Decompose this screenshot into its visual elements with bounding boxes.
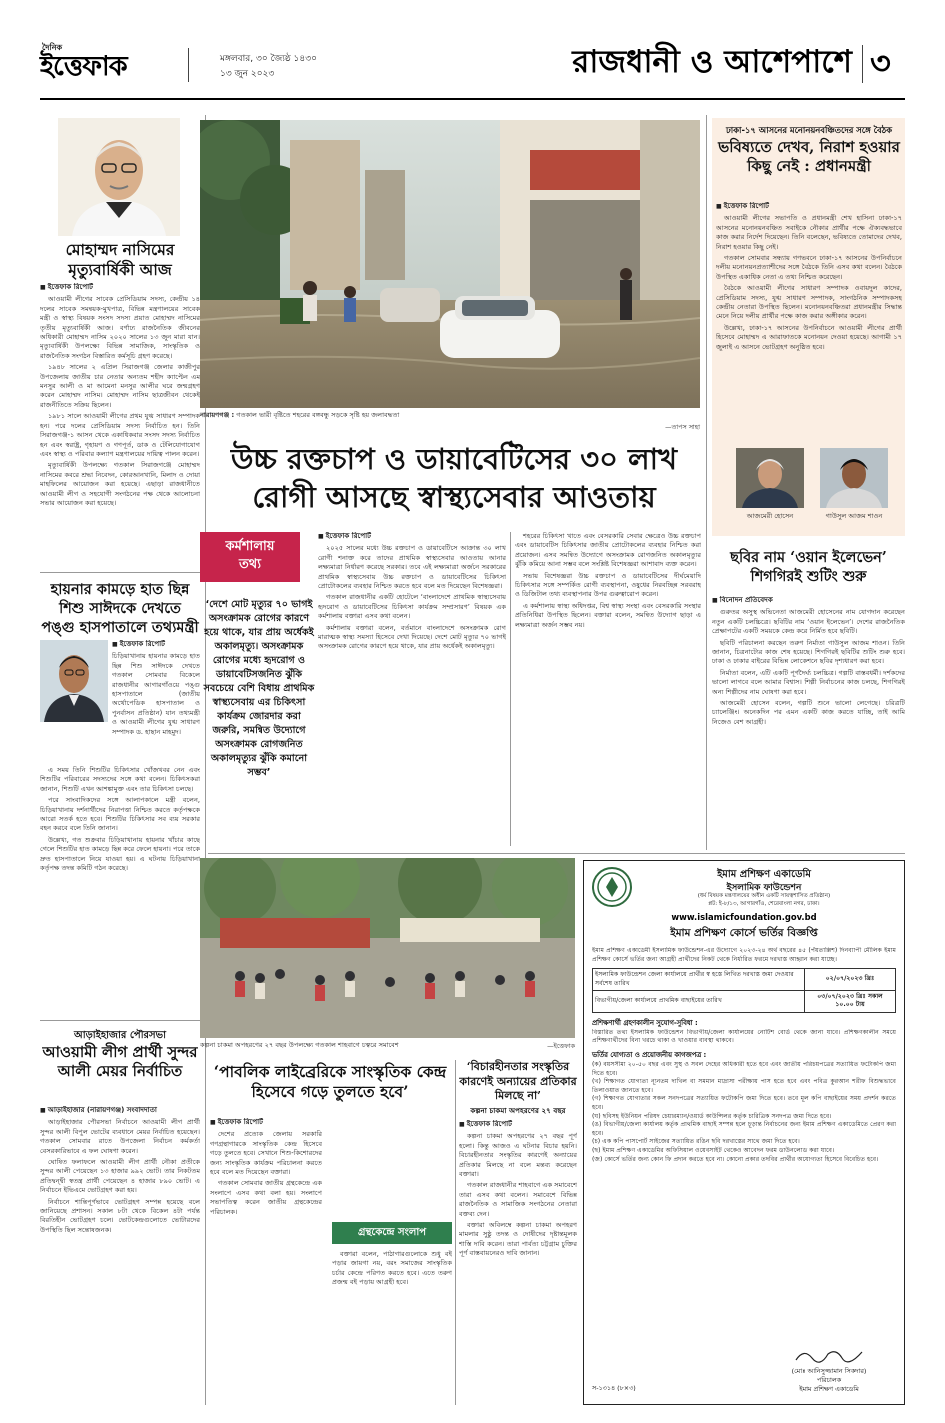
- nasim-paragraph: ১৯৪৮ সালের ২ এপ্রিল সিরাজগঞ্জ জেলার কাজীপুর উপজেলায় জাতীয় চার নেতার অন্যতম শহীদ ক্যাপ্টেন এম মনসুর আলী ও মা আমেনা মনসুর আলীর ঘরে জন্মগ্রহণ করেন মোহাম্মদ নাসিম। মোহাম্মদ নাসিম ছাত্রজীবন থেকেই রাজনীতিতে সক্রিয় ছিলেন।: [40, 363, 200, 409]
- flood-photo-caption: [200, 411, 640, 420]
- kalpana-paragraph: কল্পনা চাকমা অপহরণের ২৭ বছর পূর্ণ হলো। কিন্তু আজও এ ঘটনার বিচার হয়নি। বিচারহীনতার সংস্কৃতির কারণেই অন্যায়ের প্রতিকার মিলছে না বলে মন্তব্য করেছেন বক্তারা।: [459, 1132, 577, 1179]
- masthead-rule: [40, 98, 905, 100]
- library-article-col1: [210, 1118, 322, 1403]
- director-name: গাউসুল আজম শাওন: [825, 512, 883, 520]
- list-item: (ক) বয়সসীমা ২০-৫০ বছর এবং সুস্থ ও সবল দেহের অধিকারী হতে হবে এবং জাতীয় পরিচয়পত্রের সত্যায়িত ফটোকপি জমা দিতে হবে।: [592, 1061, 896, 1077]
- table-cell-label: ইসলামিক ফাউন্ডেশন জেলা কার্যালয়ে প্রার্থীর স্ব হস্তে লিখিত দরখাস্ত জমা দেওয়ার সর্বশেষ তারিখ: [593, 969, 805, 991]
- ad-reference: স-১৩১৪ (৮×৩): [592, 1384, 636, 1392]
- ad-logo: [592, 867, 632, 907]
- hanif-lead-text: চিড়িয়াখানায় হায়নার কামড়ে হাত ছিন্ন শিশু সাঈদকে দেখতে গতকাল সোমবার বিকেলে রাজধানীর আগারগাঁওয়ে পঙ্গু হাসপাতালে (জাতীয় অর্থোপেডিক হাসপাতাল ও পুনর্বাসন প্রতিষ্ঠান) যান তথ্যমন্ত্রী ও আওয়ামী লীগের যুগ্ম সাধারণ সম্পাদক ড. হাছান মাহমুদ।: [112, 652, 200, 736]
- ad-date-table: [592, 968, 896, 1013]
- masthead: [0, 0, 945, 100]
- divider: [208, 853, 905, 854]
- library-byline: ■ ইত্তেফাক রিপোর্ট: [210, 1118, 322, 1127]
- newspaper-logo: [40, 40, 180, 86]
- ad-website[interactable]: www.islamicfoundation.gov.bd: [671, 912, 817, 922]
- ad-qualification-title: ভর্তির যোগ্যতা ও প্রয়োজনীয় কাগজপত্র :: [592, 1051, 707, 1059]
- library-paragraph: বক্তারা বলেন, পাঠাগারগুলোকে শুধু বই পড়ার জায়গা নয়, বরং সমাজের সাংস্কৃতিক চর্চার কেন্দ্রে পরিণত করতে হবে। এতে তরুণ প্রজন্ম বই পড়ায় আগ্রহী হবে।: [332, 1250, 452, 1287]
- health-paragraph: সভায় বিশেষজ্ঞরা উচ্চ রক্তচাপ ও ডায়াবেটিসের দীর্ঘমেয়াদি চিকিৎসার সঙ্গে সম্পর্কিত রোগী ব্যবস্থাপনা, ওষুধের নিরবচ্ছিন্ন সরবরাহ ও ডিজিটাল তথ্য ব্যবস্থাপনার উপর গুরুত্বারোপ করেন।: [515, 571, 701, 599]
- table-cell-value: ০২/০৭/২০২৩ খ্রিঃ: [805, 969, 896, 991]
- hanif-lead: [112, 640, 200, 764]
- box-title-line2: তথ্য: [239, 557, 261, 572]
- list-item: (ঙ) বিভাগীয়/জেলা কার্যালয় কর্তৃক প্রাথমিক বাছাই সম্পন্ন হলে চূড়ান্ত নির্বাচনের জন্য ইমাম প্রশিক্ষণ একাডেমিতে প্রেরণ করা হবে।: [592, 1121, 896, 1137]
- column-divider: [510, 532, 511, 846]
- ad-title: ইমাম প্রশিক্ষণ কোর্সে ভর্তির বিজ্ঞপ্তি: [670, 927, 818, 939]
- dialogue-box: গ্রন্থকেন্দ্রে সংলাপ: [332, 1222, 452, 1244]
- film-headline: ছবির নাম ‘ওয়ান ইলেভেন’ শিগগিরই শুটিং শুরু: [730, 549, 887, 585]
- ad-org-sub: ইসলামিক ফাউন্ডেশন: [726, 883, 802, 893]
- ad-facilities: বিস্তারিত তথ্য ইসলামিক ফাউন্ডেশন বিভাগীয়/জেলা কার্যালয়ের নোটিশ বোর্ড থেকে জানা যাবে। প্রশিক্ষণকালীন সময়ে প্রশিক্ষণার্থীদের বিনা খরচে থাকা ও খাওয়ার ব্যবস্থা থাকবে।: [592, 1028, 896, 1045]
- ad-address: প্লট: ই-৮/১৩, আগারগাঁও, শেরেবাংলা নগর, ঢাকা।: [708, 901, 820, 907]
- section-title-divider: [862, 45, 863, 83]
- nasim-portrait: [58, 118, 180, 236]
- health-headline-line2: রোগী আসছে স্বাস্থ্যসেবার আওতায়: [252, 480, 656, 514]
- health-headline: [208, 440, 700, 516]
- rally-photo: [200, 858, 575, 1038]
- workshop-info-box: [200, 532, 300, 582]
- column-divider: [455, 1060, 456, 1405]
- kalpana-article: [459, 1120, 577, 1403]
- pm-byline: ■ ইত্তেফাক রিপোর্ট: [716, 202, 902, 211]
- ad-org-line: (ধর্ম বিষয়ক মন্ত্রণালয়ের অধীন একটি সায়ত্বশাসিত প্রতিষ্ঠান): [697, 893, 831, 899]
- library-article-col2: [332, 1118, 452, 1403]
- hanif-paragraph: উল্লেখ্য, গত শুক্রবার চিড়িয়াখানায় হায়নার খাঁচার কাছে গেলে শিশুটির হাত কামড়ে ছিন্ন করে ফেলে হায়না। পরে তাকে দ্রুত হাসপাতালে নিয়ে যাওয়া হয়। এ ঘটনায় চিড়িয়াখানা কর্তৃপক্ষ তদন্ত কমিটি গঠন করেছে।: [40, 835, 200, 873]
- health-pull-quote: ‘দেশে মোট মৃত্যুর ৭০ ভাগই অসংক্রামক রোগের কারণে হয়ে থাকে, যার প্রায় অর্ধেকই অকালমৃত্যু। অসংক্রামক রোগের মধ্যে হৃদরোগ ও ডায়াবেটিসজনিত ঝুঁকি সবচেয়ে বেশি বিধায় প্রাথমিক স্বাস্থ্যসেবায় এর চিকিৎসা কার্যক্রম জোরদার করা জরুরি, সমন্বিত উদ্যোগে অসংক্রামক রোগজনিত অকালমৃত্যুর ঝুঁকি কমানো সম্ভব’: [203, 599, 315, 778]
- table-cell-value: ০৩/০৭/২০২৩ খ্রিঃ সকাল ১০.০০ টায়: [805, 991, 896, 1013]
- flood-street-photo: [200, 120, 700, 408]
- hanif-byline: ■ ইত্তেফাক রিপোর্ট: [112, 640, 200, 649]
- health-paragraph: শহরের চিকিৎসা খাতে এবং বেসরকারি সেবার ক্ষেত্রেও উচ্চ রক্তচাপ এবং ডায়াবেটিস চিকিৎসার জাতীয় প্রোটোকলের ব্যবহার নিশ্চিত করা প্রয়োজন। এসব সমন্বিত উদ্যোগে অসংক্রামক রোগজনিত অকালমৃত্যুর ঝুঁকি কমিয়ে আনা সম্ভব বলে সংশ্লিষ্ট বিশেষজ্ঞরা আশাবাদ ব্যক্ত করেন।: [515, 532, 701, 569]
- table-row: [593, 969, 896, 991]
- film-article: [712, 596, 905, 848]
- health-headline-line1: উচ্চ রক্তচাপ ও ডায়াবেটিসের ৩০ লাখ: [230, 442, 678, 476]
- pourashava-paragraph: নির্বাচনে শান্তিপূর্ণভাবে ভোটগ্রহণ সম্পন্ন হয়েছে বলে জানিয়েছে প্রশাসন। সকাল ৮টা থেকে বিকেল ৪টা পর্যন্ত বিরতিহীন ভোটগ্রহণ চলে। ভোটকেন্দ্রগুলোতে ভোটারদের উপস্থিতি ছিল সন্তোষজনক।: [40, 1197, 200, 1234]
- film-byline: ■ বিনোদন প্রতিবেদক: [712, 596, 905, 605]
- flood-photo-credit: —তাপস সাহা: [665, 423, 700, 431]
- health-byline: ■ ইত্তেফাক রিপোর্ট: [318, 532, 506, 541]
- masthead-date: [220, 52, 317, 82]
- library-headline: ‘পাবলিক লাইব্রেরিকে সাংস্কৃতিক কেন্দ্র হিসেবে গড়ে তুলতে হবে’: [213, 1062, 447, 1101]
- nasim-headline: মোহাম্মদ নাসিমের মৃত্যুবার্ষিকী আজ: [65, 240, 175, 279]
- nasim-paragraph: মৃত্যুবার্ষিকী উপলক্ষ্যে গতকাল সিরাজগঞ্জে মোহাম্মদ নাসিমের কবরে শ্রদ্ধা নিবেদন, কোরআনখানি, মিলাদ ও দোয়া মাহফিলের আয়োজন করা হয়েছে। এছাড়া রাজধানীতে আওয়ামী লীগ ও সহযোগী সংগঠনের পক্ষ থেকে আলোচনা সভার আয়োজন করা হয়েছে।: [40, 461, 200, 507]
- rally-photo-caption: কল্পনা চাকমা অপহরণের ২৭ বছর উপলক্ষ্যে গতকাল শাহবাগে চত্বরে সমাবেশ: [200, 1041, 399, 1049]
- list-item: (চ) এক কপি পাসপোর্ট সাইজের সত্যায়িত রঙিন ছবি দরখাস্তের সাথে জমা দিতে হবে।: [592, 1138, 800, 1146]
- pm-paragraph: গতকাল সোমবার সন্ধ্যায় গণভবনে ঢাকা-১৭ আসনের উপনির্বাচনে দলীয় মনোনয়নপ্রত্যাশীদের সঙ্গে বৈঠকে তিনি এসব কথা বলেন। বৈঠকে উপস্থিত একাধিক নেতা এ তথ্য নিশ্চিত করেছেন।: [716, 254, 902, 281]
- nasim-paragraph: আওয়ামী লীগের সাবেক প্রেসিডিয়াম সদস্য, কেন্দ্রীয় ১৪ দলের সাবেক সমন্বয়ক-মুখপাত্র, বিভিন্ন মন্ত্রণালয়ের সাবেক মন্ত্রী ও স্বাস্থ্য বিষয়ক সংসদ সদস্য প্রয়াত মোহাম্মদ নাসিমের তৃতীয় মৃত্যুবার্ষিকী আজ। বর্ণাঢ্য রাজনৈতিক জীবনের অধিকারী মোহাম্মদ নাসিম ২০২০ সালের ১৩ জুন মারা যান। মৃত্যুবার্ষিকী উপলক্ষ্যে বিভিন্ন সামাজিক, সাংস্কৃতিক ও রাজনৈতিক সংগঠন বিস্তারিত কর্মসূচি গ্রহণ করেছে।: [40, 295, 200, 360]
- divider: [40, 1020, 200, 1021]
- list-item: (জ) কোর্সে ভর্তির জন্য কোন ফি প্রদান করতে হবে না। কোনো প্রকার তদবির প্রার্থীর অযোগ্যতা হিসেবে বিবেচিত হবে।: [592, 1155, 879, 1163]
- health-paragraph: গতকাল রাজধানীর একটি হোটেলে ‘বাংলাদেশে প্রাথমিক স্বাস্থ্যসেবায় হৃদরোগ ও ডায়াবেটিসের চিকিৎসা কার্যক্রম সম্প্রসারণ’ বিষয়ক এক কর্মশালায় বক্তারা এসব কথা বলেন।: [318, 593, 506, 621]
- library-paragraph: গতকাল সোমবার জাতীয় গ্রন্থকেন্দ্রে এক সংলাপে এসব কথা বলা হয়। সংলাপে সভাপতিত্ব করেন জাতীয় গ্রন্থকেন্দ্রের পরিচালক।: [210, 1179, 322, 1216]
- ad-signature-block: [764, 1346, 894, 1394]
- pm-kicker: ঢাকা-১৭ আসনের মনোনয়নবঞ্চিতদের সঙ্গে বৈঠক: [726, 125, 892, 135]
- nasim-byline: ■ ইত্তেফাক রিপোর্ট: [40, 283, 200, 292]
- health-paragraph: এ কর্মশালায় স্বাস্থ্য অধিদপ্তর, বিশ্ব স্বাস্থ্য সংস্থা এবং বেসরকারি সংস্থার প্রতিনিধিরা উপস্থিত ছিলেন। বক্তারা বলেন, সমন্বিত উদ্যোগ ছাড়া এ লক্ষ্যমাত্রা অর্জন সম্ভব নয়।: [515, 601, 701, 629]
- list-item: (ঘ) ছবিসহ ইউনিয়ন পরিষদ চেয়ারম্যান/ওয়ার্ড কাউন্সিলর কর্তৃক চারিত্রিক সনদপত্র জমা দিতে হবে।: [592, 1112, 832, 1120]
- date-bengali: মঙ্গলবার, ৩০ জ্যৈষ্ঠ ১৪৩০: [220, 54, 317, 64]
- ad-org-name: ইমাম প্রশিক্ষণ একাডেমি: [717, 869, 811, 880]
- pm-paragraph: আওয়ামী লীগের সভাপতি ও প্রধানমন্ত্রী শেখ হাসিনা ঢাকা-১৭ আসনের মনোনয়নবঞ্চিত সবাইকে নৌকার প্রার্থীর পক্ষে ঐক্যবদ্ধভাবে কাজ করার নির্দেশ দিয়েছেন। তিনি বলেছেন, ভবিষ্যতে তোমাদের দেখব, নিরাশ হওয়ার কিছু নেই।: [716, 214, 902, 251]
- kalpana-subhead: কল্পনা চাকমা অপহরণের ২৭ বছর: [470, 1106, 566, 1115]
- date-gregorian: ১৩ জুন ২০২৩: [220, 69, 275, 79]
- director-portrait: [820, 448, 888, 508]
- list-item: (গ) শিক্ষাগত যোগ্যতার সকল সনদপত্রের সত্যায়িত ফটোকপি জমা দিতে হবে। তবে মূল কপি বাছাইয়ের সময় প্রদর্শন করতে হবে।: [592, 1095, 896, 1111]
- list-item: (ছ) ইমাম প্রশিক্ষণ একাডেমির অফিসিয়াল ওয়েবসাইট থেকেও আবেদন ফরম ডাউনলোড করা যাবে।: [592, 1146, 835, 1154]
- film-paragraph: নির্মাতা বলেন, এটি একটি পূর্ণদৈর্ঘ্য চলচ্চিত্র। গল্পটি বাস্তবধর্মী। দর্শকদের ভালো লাগবে বলে আমার বিশ্বাস। শিল্পী নির্বাচনের কাজ চলছে, শিগগিরই অন্য শিল্পীদের নাম ঘোষণা করা হবে।: [712, 668, 905, 696]
- column-divider: [706, 115, 707, 850]
- hanif-headline: হায়নার কামড়ে হাত ছিন্ন শিশু সাঈদকে দেখতে পঙ্গু হাসপাতালে তথ্যমন্ত্রী: [41, 581, 199, 636]
- actor-portrait: [736, 448, 804, 508]
- page-number: ৩: [870, 44, 891, 82]
- pourashava-paragraph: ঘোষিত ফলাফলে আওয়ামী লীগ প্রার্থী নৌকা প্রতীকে সুন্দর আলী পেয়েছেন ১৩ হাজার ৯৯২ ভোট। তার নিকটতম প্রতিদ্বন্দ্বী স্বতন্ত্র প্রার্থী পেয়েছেন ৪ হাজার ৮৯০ ভোট। এ নির্বাচনে ইভিএমে ভোটগ্রহণ করা হয়।: [40, 1158, 200, 1195]
- library-paragraph: দেশের প্রত্যেক জেলায় সরকারি গণগ্রন্থাগারকে সাংস্কৃতিক কেন্দ্র হিসেবে গড়ে তুলতে হবে। সেখানে শিশু-কিশোরদের জন্য সাংস্কৃতিক কার্যক্রম পরিচালনা করতে হবে বলে মত দিয়েছেন বক্তারা।: [210, 1130, 322, 1177]
- pourashava-kicker: আড়াইহাজার পৌরসভা: [73, 1030, 167, 1041]
- section-title: রাজধানী ও আশেপাশে: [572, 44, 852, 80]
- kalpana-headline: ‘বিচারহীনতার সংস্কৃতির কারণেই অন্যায়ের প্রতিকার মিলছে না’: [459, 1060, 577, 1102]
- pm-paragraph: বৈঠকে আওয়ামী লীগের সাধারণ সম্পাদক ওবায়দুল কাদের, প্রেসিডিয়াম সদস্য, যুগ্ম সাধারণ সম্পাদক, সাংগঠনিক সম্পাদকসহ কেন্দ্রীয় নেতারা উপস্থিত ছিলেন। মনোনয়নবঞ্চিতরা প্রধানমন্ত্রীর সিদ্ধান্ত মেনে নিয়ে দলীয় প্রার্থীর পক্ষে কাজ করার অঙ্গীকার করেন।: [716, 284, 902, 321]
- health-paragraph: ২০২৫ সালের মধ্যে উচ্চ রক্তচাপ ও ডায়াবেটিসে আক্রান্ত ৩০ লাখ রোগী শনাক্ত করে তাদের প্রাথমিক স্বাস্থ্যসেবার আওতায় আনার লক্ষ্যমাত্রা নির্ধারণ করেছে সরকার। তবে এই লক্ষ্যমাত্রা অর্জনে সরকারের প্রাথমিক স্বাস্থ্যসেবায় উচ্চ রক্তচাপ ও ডায়াবেটিসের চিকিৎসা প্রোটোকলের ব্যবহার নিশ্চিত করতে হবে বলে মত দিয়েছেন বিশেষজ্ঞরা।: [318, 544, 506, 591]
- ad-facilities-title: প্রশিক্ষণার্থী গ্রহণকালীন সুযোগ-সুবিধা :: [592, 1018, 698, 1027]
- nasim-article: [40, 283, 200, 537]
- list-item: (খ) শিক্ষাগত যোগ্যতা ন্যূনতম দাখিল বা সমমান মাদ্রাসা পরীক্ষায় পাস হতে হবে এবং পবিত্র কুরআন শরীফ বিশুদ্ধভাবে তিলাওয়াত জানতে হবে।: [592, 1078, 896, 1094]
- health-paragraph: কর্মশালায় বক্তারা বলেন, বর্তমানে বাংলাদেশে অসংক্রামক রোগ মারাত্মক স্বাস্থ্য সমস্যা হিসেবে দেখা দিয়েছে। দেশে মোট মৃত্যুর ৭০ ভাগই অসংক্রামক রোগের কারণে হয়ে থাকে, যার প্রায় অর্ধেকই অকালমৃত্যু।: [318, 623, 506, 651]
- film-paragraph: ছবিটি পরিচালনা করছেন তরুণ নির্মাতা গাউসুল আজম শাওন। তিনি জানান, চিত্রনাট্যের কাজ শেষ হয়েছে। শিগগিরই ছবিটির শুটিং শুরু হবে। ঢাকা ও ঢাকার বাইরের বিভিন্ন লোকেশনে ছবির দৃশ্যধারণ করা হবে।: [712, 638, 905, 666]
- divider: [40, 572, 200, 573]
- caption-text: গতকাল ভারী বৃষ্টিতে শহরের বঙ্গবন্ধু সড়কে সৃষ্টি হয় জলাবদ্ধতা: [236, 411, 400, 419]
- kalpana-paragraph: গতকাল রাজধানীর শাহবাগে এক সমাবেশে তারা এসব কথা বলেন। সমাবেশে বিভিন্ন রাজনৈতিক ও সামাজিক সংগঠনের নেতারা বক্তব্য দেন।: [459, 1181, 577, 1218]
- pourashava-headline: আওয়ামী লীগ প্রার্থী সুন্দর আলী মেয়র নির্বাচিত: [42, 1043, 198, 1080]
- imam-academy-ad: [583, 860, 905, 1405]
- table-cell-label: বিভাগীয়/জেলা কার্যালয়ে প্রাথমিক বাছাইয়ের তারিখ: [593, 991, 805, 1013]
- table-row: [593, 991, 896, 1013]
- kalpana-byline: ■ ইত্তেফাক রিপোর্ট: [459, 1120, 577, 1129]
- masthead-divider: [188, 48, 189, 82]
- film-paragraph: গুরুতর অসুস্থ অভিনেতা আজমেরী হোসেনের নাম যোগদান করেছেন নতুন একটি চলচ্চিত্রে। ছবিটির নাম ‘ওয়ান ইলেভেন’। দেশের রাজনৈতিক প্রেক্ষাপটের একটি সময়কে কেন্দ্র করে নির্মিত হবে ছবিটি।: [712, 608, 905, 636]
- caption-place: নারায়ণগঞ্জ :: [200, 411, 235, 419]
- ad-intro: ইমাম প্রশিক্ষণ একাডেমী ইসলামিক ফাউন্ডেশন-এর উদ্যোগে ২০২৩-২৪ অর্থ বছরের ৪৫ (পঁয়তাল্লিশ) দিনব্যাপী মৌলিক ইমাম প্রশিক্ষণ কোর্সে ভর্তির জন্য আগ্রহী প্রার্থীদের নিকট থেকে নির্ধারিত ফরমে দরখাস্ত আহ্বান করা যাচ্ছে।: [592, 947, 896, 963]
- signature-icon: [794, 1346, 864, 1364]
- signer-title: পরিচালক: [816, 1376, 842, 1384]
- hanif-paragraph: পরে সাংবাদিকদের সঙ্গে আলাপকালে মন্ত্রী বলেন, চিড়িয়াখানায় দর্শনার্থীদের নিরাপত্তা নিশ্চিত করতে কর্তৃপক্ষকে আরো সতর্ক হতে হবে। শিশুটির চিকিৎসার সব ব্যয় সরকার বহন করবে বলে তিনি জানান।: [40, 796, 200, 833]
- box-title-line1: কর্মশালায়: [225, 539, 275, 554]
- pm-headline: ভবিষ্যতে দেখব, নিরাশ হওয়ার কিছু নেই : প্রধানমন্ত্রী: [718, 138, 900, 175]
- pourashava-byline: ■ আড়াইহাজার (নারায়ণগঞ্জ) সংবাদদাতা: [40, 1106, 200, 1115]
- nasim-paragraph: ১৯৮১ সালে আওয়ামী লীগের প্রথম যুগ্ম সাধারণ সম্পাদক হন। পরে দলের প্রেসিডিয়াম সদস্য নির্বাচিত হন। তিনি সিরাজগঞ্জ-১ আসন থেকে একাধিকবার সংসদ সদস্য নির্বাচিত হন এবং স্বরাষ্ট্র, গৃহায়ণ ও গণপূর্ত, ডাক ও টেলিযোগাযোগ এবং স্বাস্থ্য ও পরিবার কল্যাণ মন্ত্রণালয়ের দায়িত্ব পালন করেন।: [40, 412, 200, 458]
- logo-small-text: দৈনিক: [42, 43, 63, 52]
- kalpana-paragraph: বক্তারা অবিলম্বে কল্পনা চাকমা অপহরণ মামলার সুষ্ঠু তদন্ত ও দোষীদের দৃষ্টান্তমূলক শাস্তি দাবি করেন। তারা পার্বত্য চট্টগ্রাম চুক্তির পূর্ণ বাস্তবায়নেরও দাবি জানান।: [459, 1221, 577, 1258]
- hanif-paragraph: এ সময় তিনি শিশুটির চিকিৎসার খোঁজখবর নেন এবং শিশুটির পরিবারের সদস্যদের সঙ্গে কথা বলেন। চিকিৎসকরা জানান, শিশুটি এখন আশঙ্কামুক্ত এবং তার চিকিৎসা চলছে।: [40, 766, 200, 793]
- rally-photo-credit: —ইত্তেফাক: [547, 1042, 575, 1050]
- pourashava-article: [40, 1106, 200, 1403]
- pm-paragraph: উল্লেখ্য, ঢাকা-১৭ আসনের উপনির্বাচনে আওয়ামী লীগের প্রার্থী হিসেবে মোহাম্মদ এ আরাফাতকে মনোনয়ন দেওয়া হয়েছে। আগামী ১৭ জুলাই এ আসনে ভোটগ্রহণ অনুষ্ঠিত হবে।: [716, 323, 902, 351]
- film-paragraph: আজমেরী হোসেন বলেন, গল্পটি শুনে ভালো লেগেছে। চরিত্রটি চ্যালেঞ্জিং। অনেকদিন পর এমন একটি কাজ করতে যাচ্ছি, তাই আমি নিজেও বেশ আগ্রহী।: [712, 699, 905, 726]
- signer-org: ইমাম প্রশিক্ষণ একাডেমি: [799, 1385, 859, 1393]
- pourashava-paragraph: আড়াইহাজার পৌরসভা নির্বাচনে আওয়ামী লীগ প্রার্থী সুন্দর আলী বিপুল ভোটের ব্যবধানে মেয়র নির্বাচিত হয়েছেন। গতকাল সোমবার রাতে উপজেলা নির্বাচন কর্মকর্তা বেসরকারিভাবে এ ফল ঘোষণা করেন।: [40, 1118, 200, 1155]
- actor-name: আজমেরী হোসেন: [746, 512, 794, 520]
- minister-portrait: [40, 640, 108, 722]
- signer-name: (মোঃ আনিসুজ্জামান সিকদার): [791, 1367, 867, 1375]
- health-article-col2: [515, 532, 701, 848]
- logo-text: ইত্তেফাক: [40, 51, 127, 82]
- hanif-article: [40, 766, 200, 1022]
- ad-qualification-list: [592, 1061, 896, 1164]
- health-article-col1: [318, 532, 506, 848]
